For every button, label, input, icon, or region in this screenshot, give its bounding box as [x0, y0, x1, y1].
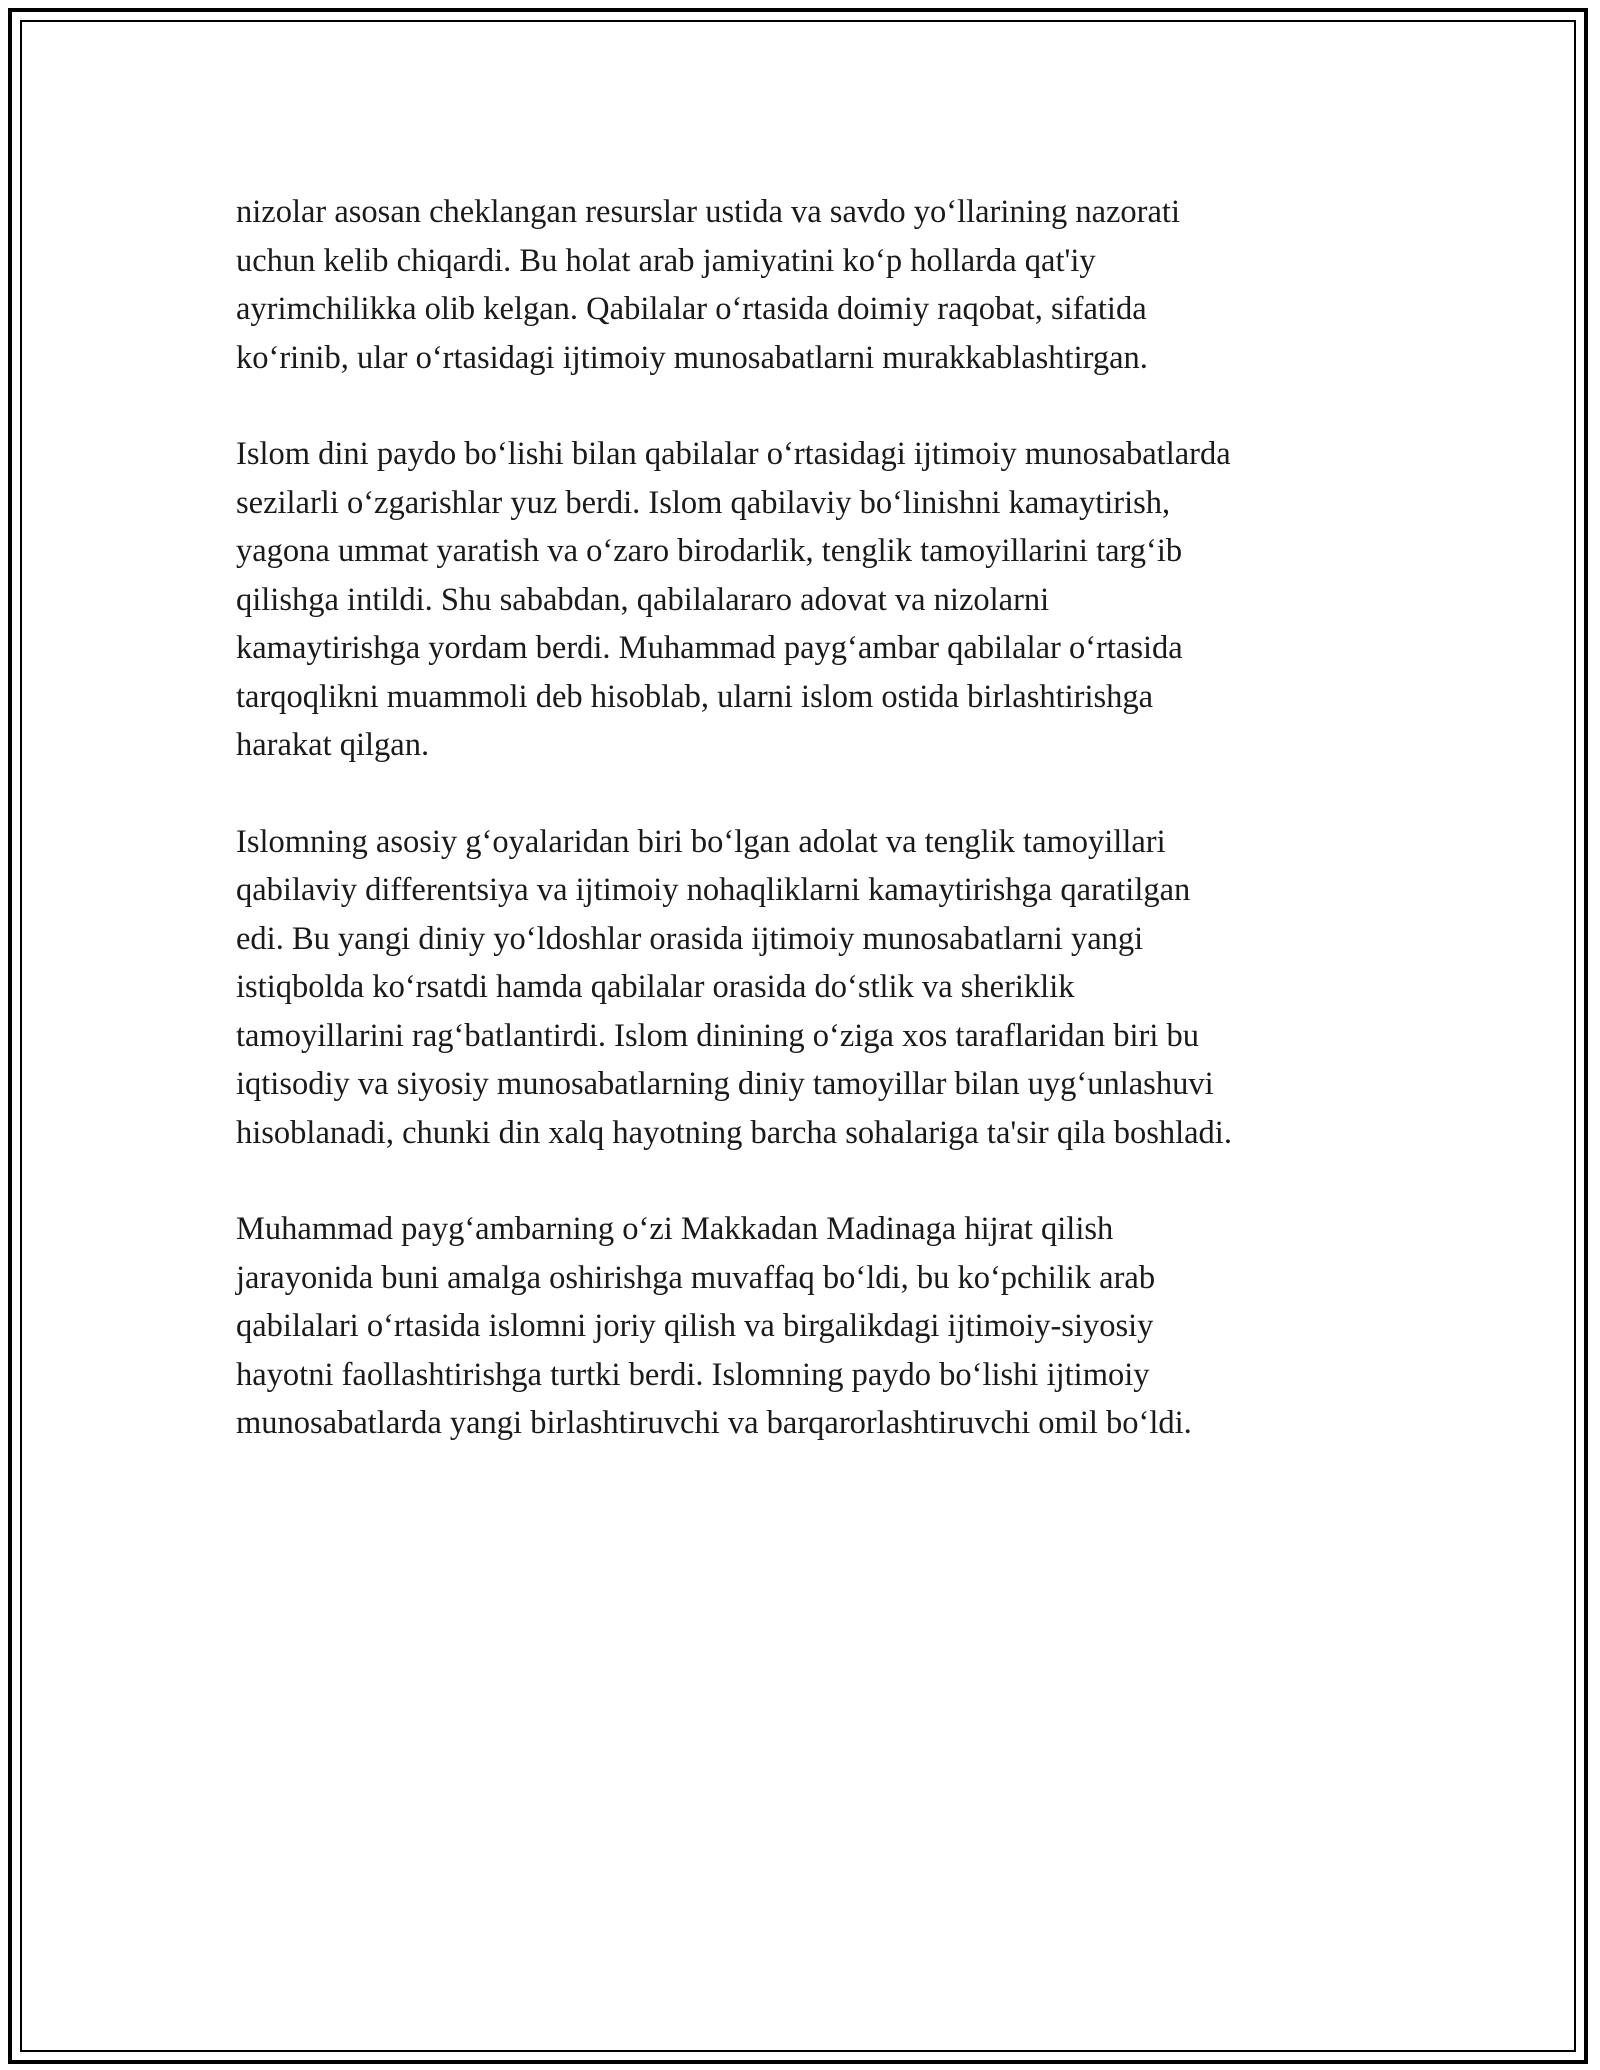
- paragraph-1: nizolar asosan cheklangan resurslar ustida va savdo yo‘llarining nazorati uchun kelib chiqardi. Bu holat arab jamiyatini ko‘p hollarda qat'iy ayrimchilikka olib kelgan. Qabilalar o‘rtasida doimiy raqobat, sifatida ko‘rinib, ular o‘rtasidagi ijtimoiy munosabatlarni murakkablashtirgan.: [236, 194, 1180, 376]
- paragraph-2: Islom dini paydo bo‘lishi bilan qabilalar o‘rtasidagi ijtimoiy munosabatlarda sezilarli o‘zgarishlar yuz berdi. Islom qabilaviy bo‘linishni kamaytirish, yagona ummat yaratish va o‘zaro birodarlik, tenglik tamoyillarini targ‘ib qilishga intildi. Shu sababdan, qabilalararo adovat va nizolarni kamaytirishga yordam berdi. Muhammad payg‘ambar qabilalar o‘rtasida tarqoqlikni muammoli deb hisoblab, ularni islom ostida birlashtirishga harakat qilgan.: [236, 436, 1231, 763]
- paragraph-4: Muhammad payg‘ambarning o‘zi Makkadan Madinaga hijrat qilish jarayonida buni amalga oshirishga muvaffaq bo‘ldi, bu ko‘pchilik arab qabilalari o‘rtasida islomni joriy qilish va birgalikdagi ijtimoiy-siyosiy hayotni faollashtirishga turtki berdi. Islomning paydo bo‘lishi ijtimoiy munosabatlarda yangi birlashtiruvchi va barqarorlashtiruvchi omil bo‘ldi.: [236, 1211, 1192, 1441]
- paragraph-3: Islomning asosiy g‘oyalaridan biri bo‘lgan adolat va tenglik tamoyillari qabilaviy differentsiya va ijtimoiy nohaqliklarni kamaytirishga qaratilgan edi. Bu yangi diniy yo‘ldoshlar orasida ijtimoiy munosabatlarni yangi istiqbolda ko‘rsatdi hamda qabilalar orasida do‘stlik va sheriklik tamoyillarini rag‘batlantirdi. Islom dinining o‘ziga xos taraflaridan biri bu iqtisodiy va siyosiy munosabatlarning diniy tamoyillar bilan uyg‘unlashuvi hisoblanadi, chunki din xalq hayotning barcha sohalariga ta'sir qila boshladi.: [236, 823, 1232, 1151]
- document-body: [236, 188, 1396, 1496]
